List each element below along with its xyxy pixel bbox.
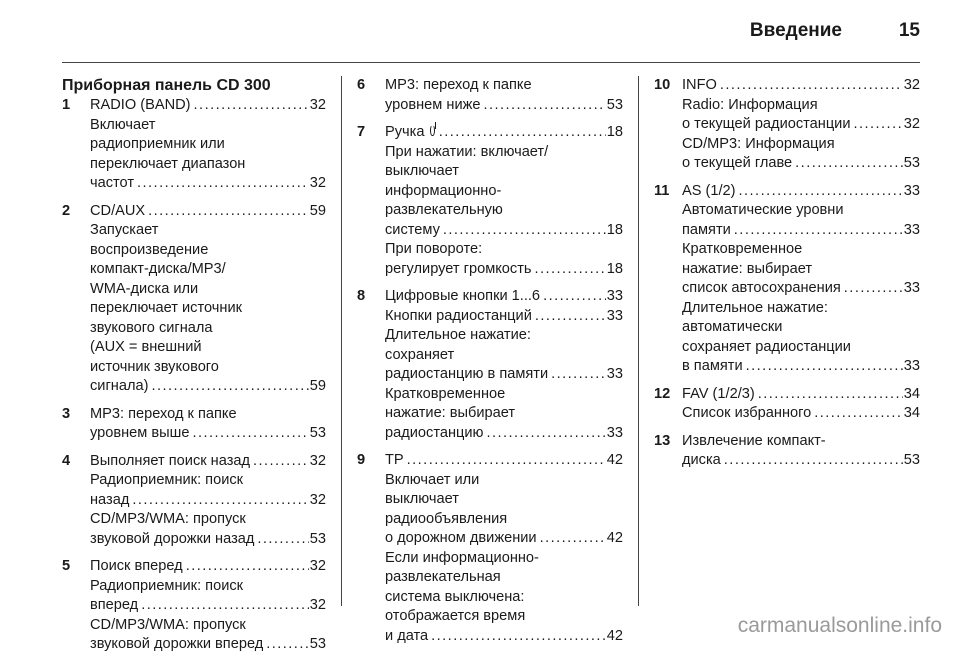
entry-line [90,424,326,444]
leader-dots [543,287,606,307]
entry-line [90,96,326,116]
page-reference[interactable]: 59 [309,378,326,394]
entry-line [90,596,326,616]
entry-line [90,202,326,222]
page-reference[interactable]: 53 [309,530,326,547]
entry-text: Список избранного [682,405,812,421]
entry-number: 1 [62,97,71,113]
entry-text: CD/MP3/WMA: пропуск [90,616,246,633]
page-reference[interactable]: 33 [903,182,920,199]
leader-dots [739,182,903,202]
entry-line [682,76,920,96]
entry-text: Выполняет поиск назад [90,452,251,469]
entry-text: TP [385,452,404,468]
watermark: carmanualsonline.info [737,614,942,637]
chapter-title: Введение [749,20,842,41]
entry-text: Ручка [385,124,425,140]
leader-dots [724,451,903,471]
entry-number: 4 [62,452,71,469]
entry-text: уровнем ниже [385,96,481,113]
column-2 [357,76,623,654]
index-entry [62,452,326,550]
entry-number: 2 [62,202,71,219]
entry-line [90,155,326,175]
page-reference[interactable]: 59 [309,202,326,219]
page-reference[interactable]: 33 [606,424,623,441]
entry-text: CD/AUX [90,202,146,219]
entry-text: Извлечение компакт- [682,432,826,449]
page-reference[interactable]: 34 [903,385,920,402]
column-divider [638,76,639,606]
entry-line [682,279,920,299]
entry-text: Кнопки радиостанций [385,307,532,324]
leader-dots [257,530,308,550]
entry-text: MP3: переход к папке [90,405,237,422]
entry-line [385,510,623,530]
column-3 [654,76,920,479]
leader-dots [443,221,606,241]
page-reference[interactable]: 18 [606,260,623,277]
entry-line [385,182,623,202]
entry-line [385,385,623,405]
power-icon [430,125,434,136]
entry-line [385,143,623,163]
entry-text: Цифровые кнопки 1...6 [385,288,541,304]
entry-text: FAV (1/2/3) [682,385,755,402]
leader-dots [758,385,903,405]
entry-line [682,451,920,471]
entry-line [385,404,623,424]
entry-text: сохраняет [385,346,455,363]
entry-line [682,404,920,424]
entry-text: RADIO (BAND) [90,97,191,113]
entry-text: При нажатии: включает/ [385,143,549,160]
entry-line [385,221,623,241]
leader-dots [814,404,903,424]
index-entry [357,76,623,115]
entry-line [682,338,920,358]
entry-line [682,240,920,260]
entry-line [682,96,920,116]
page-header [0,0,960,62]
entry-line [385,260,623,280]
entry-line [682,221,920,241]
leader-dots [132,491,308,511]
page-reference[interactable]: 32 [309,558,326,574]
entry-line [385,529,623,549]
index-entry [654,76,920,174]
entry-line [90,221,326,241]
entry-text: MP3: переход к папке [385,77,532,93]
entry-text: информационно- [385,182,502,199]
entry-number: 10 [654,77,671,93]
page-reference[interactable]: 42 [606,627,623,644]
index-entry [62,96,326,194]
entry-line [682,432,920,452]
entry-line [90,471,326,491]
entry-line [90,452,326,472]
entry-text: Длительное нажатие: [385,327,531,343]
page-reference[interactable]: 53 [309,425,326,441]
entry-text: и дата [385,627,429,644]
page-reference[interactable]: 42 [606,530,623,546]
page-reference[interactable]: 53 [903,155,920,171]
entry-line [682,385,920,405]
leader-dots [535,260,606,280]
entry-text: Если информационно- [385,549,539,566]
entry-line [385,96,623,116]
entry-line [682,201,920,221]
page-reference[interactable]: 33 [903,358,920,374]
entry-line [90,135,326,155]
index-entry [62,557,326,655]
entry-text: CD/MP3: Информация [682,135,835,152]
entry-text: CD/MP3/WMA: пропуск [90,511,246,527]
entry-line [90,319,326,339]
entry-line [90,577,326,597]
entry-line [90,260,326,280]
entry-line [90,635,326,655]
entry-text: Запускает [90,222,159,238]
leader-dots [734,221,903,241]
leader-dots [746,357,903,377]
entry-text: Поиск вперед [90,558,183,574]
page-reference[interactable]: 33 [903,221,920,238]
entry-text: Автоматические уровни [682,202,844,218]
entry-line [385,490,623,510]
leader-dots [540,529,606,549]
page-reference[interactable]: 33 [606,366,623,382]
page-reference[interactable]: 32 [309,97,326,113]
entry-text: о текущей радиостанции [682,116,851,132]
entry-text: автоматически [682,319,783,335]
index-entry [654,432,920,471]
entry-text: переключает диапазон [90,155,246,172]
entry-line [385,607,623,627]
entry-line [90,405,326,425]
page-reference[interactable]: 32 [903,116,920,132]
entry-text: список автосохранения [682,280,841,296]
entry-line [385,287,623,307]
leader-dots [407,451,606,471]
entry-number: 13 [654,432,671,449]
entry-text: радиостанцию в памяти [385,366,549,382]
leader-dots [141,596,309,616]
entry-line [90,338,326,358]
entry-text: звукового сигнала [90,319,213,336]
leader-dots [431,627,606,647]
entry-number: 11 [654,182,670,199]
entry-text: радиостанцию [385,424,484,441]
leader-dots [720,76,903,96]
leader-dots [192,424,308,444]
entry-line [90,299,326,319]
leader-dots [844,279,903,299]
entry-line [385,471,623,491]
entry-text: систему [385,221,440,238]
entry-line [682,154,920,174]
entry-text: нажатие: выбирает [682,260,813,277]
entry-text: система выключена: [385,588,525,605]
entry-line [682,135,920,155]
entry-line [385,76,623,96]
leader-dots [151,377,308,397]
page-reference[interactable]: 53 [606,96,623,113]
entry-text: развлекательную [385,202,503,218]
entry-text: воспроизведение [90,241,209,258]
entry-line [682,115,920,135]
entry-number: 3 [62,405,71,422]
page-reference[interactable]: 53 [903,452,920,468]
entry-line [90,358,326,378]
entry-text: компакт-диска/MP3/ [90,261,226,277]
entry-line [90,377,326,397]
entry-line [682,299,920,319]
entry-text: переключает источник [90,300,242,316]
entry-text: Длительное нажатие: [682,299,828,316]
entry-line [90,491,326,511]
entry-text: (AUX = внешний [90,339,202,355]
page-reference[interactable]: 42 [606,452,623,468]
entry-line [90,510,326,530]
entry-text: Кратковременное [682,241,803,257]
page-reference[interactable]: 32 [309,491,326,508]
entry-number: 8 [357,288,366,304]
entry-line [385,346,623,366]
page-reference[interactable]: 53 [309,636,326,652]
entry-text: звуковой дорожки назад [90,530,255,547]
entry-text: звуковой дорожки вперед [90,636,264,652]
page-reference[interactable]: 33 [606,288,623,304]
entry-line [90,530,326,550]
entry-line [385,424,623,444]
entry-number: 9 [357,452,366,468]
index-entry [357,123,623,279]
entry-text: сигнала) [90,378,149,394]
leader-dots [439,123,606,143]
entry-line [90,174,326,194]
column-divider [341,76,342,606]
leader-dots [194,96,309,116]
leader-dots [137,174,309,194]
entry-text: Радиоприемник: поиск [90,472,244,488]
leader-dots [551,365,606,385]
entry-text: регулирует громкость [385,260,532,277]
entry-line [90,280,326,300]
entry-text: частот [90,175,135,191]
entry-number: 5 [62,558,71,574]
entry-number: 12 [654,385,671,402]
entry-text: памяти [682,221,731,238]
leader-dots [854,115,903,135]
column-1 [62,76,326,663]
entry-line [682,318,920,338]
entry-line [385,326,623,346]
entry-text: радиообъявления [385,510,508,527]
index-entry [654,182,920,377]
entry-text: Radio: Информация [682,96,818,113]
index-entry [357,287,623,443]
entry-line [90,116,326,136]
index-entry [62,202,326,397]
entry-text: о дорожном движении [385,530,537,546]
entry-line [682,357,920,377]
entry-line [385,123,623,143]
leader-dots [266,635,309,655]
entry-text: развлекательная [385,569,501,585]
entry-text: выключает [385,491,459,507]
leader-dots [253,452,309,472]
page-reference[interactable]: 32 [903,77,920,93]
leader-dots [148,202,309,222]
entry-text: Включает или [385,471,480,488]
entry-text: уровнем выше [90,425,190,441]
entry-line [385,568,623,588]
index-entry [357,451,623,646]
leader-dots [186,557,309,577]
entry-line [385,365,623,385]
entry-text: Кратковременное [385,385,506,402]
entry-line [90,616,326,636]
entry-line [385,627,623,647]
page-reference[interactable]: 34 [903,405,920,421]
entry-text: о текущей главе [682,155,793,171]
entry-number: 7 [357,124,366,140]
page-reference[interactable]: 33 [903,280,920,296]
entry-text: назад [90,491,130,508]
page-number: 15 [898,20,920,41]
leader-dots [483,96,605,116]
entry-line [385,549,623,569]
page-reference[interactable]: 18 [606,221,623,238]
entry-text: выключает [385,163,459,179]
entry-text: радиоприемник или [90,136,225,152]
entry-line [90,557,326,577]
page-reference[interactable]: 32 [309,175,326,191]
entry-text: WMA-диска или [90,280,199,297]
entry-line [682,260,920,280]
leader-dots [795,154,903,174]
entry-text: Включает [90,116,156,133]
page-reference[interactable]: 32 [309,452,326,469]
entry-text: При повороте: [385,241,483,257]
entry-line [385,201,623,221]
entry-text: в памяти [682,358,743,374]
leader-dots [486,424,605,444]
entry-number: 6 [357,77,366,93]
entry-text: AS (1/2) [682,182,736,199]
page-reference[interactable]: 18 [606,124,623,140]
entry-text: сохраняет радиостанции [682,338,851,355]
entry-line [90,241,326,261]
entry-line [385,240,623,260]
entry-line [385,162,623,182]
header-rule [62,62,920,63]
entry-line [682,182,920,202]
entry-text: Радиоприемник: поиск [90,577,244,594]
entry-text: отображается время [385,608,526,624]
index-entry [654,385,920,424]
entry-text: вперед [90,597,139,613]
leader-dots [535,307,606,327]
section-title: Приборная панель CD 300 [62,77,271,94]
entry-text: нажатие: выбирает [385,405,516,421]
entry-text: диска [682,452,721,468]
page-reference[interactable]: 33 [606,307,623,324]
index-entry [62,405,326,444]
entry-line [385,451,623,471]
page-reference[interactable]: 32 [309,597,326,613]
entry-text: INFO [682,77,717,93]
entry-line [385,588,623,608]
entry-line [385,307,623,327]
entry-text: источник звукового [90,358,219,375]
